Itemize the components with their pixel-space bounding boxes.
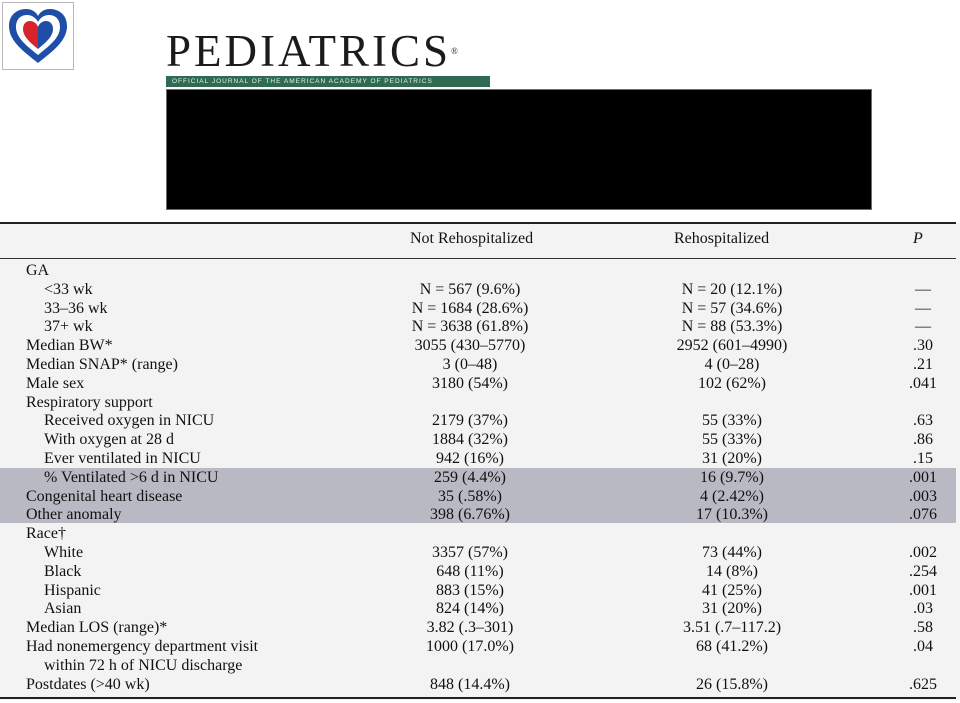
row-label: Male sex bbox=[26, 374, 85, 392]
column-header-p-value: P bbox=[913, 230, 923, 247]
p-value: .63 bbox=[913, 412, 933, 430]
rehospitalized-value: 14 (8%) bbox=[706, 562, 758, 580]
p-value: .003 bbox=[909, 487, 937, 505]
rehospitalized-value: 31 (20%) bbox=[702, 600, 762, 618]
table-row bbox=[0, 261, 960, 280]
table-row bbox=[0, 581, 960, 600]
p-value: .86 bbox=[913, 431, 933, 449]
not-rehospitalized-value: 883 (15%) bbox=[436, 581, 504, 599]
not-rehospitalized-value: 824 (14%) bbox=[436, 600, 504, 618]
row-label: White bbox=[44, 544, 84, 561]
p-value: .625 bbox=[909, 675, 937, 693]
p-value: .001 bbox=[909, 581, 937, 599]
table-row bbox=[0, 355, 960, 374]
row-label: Hispanic bbox=[44, 581, 101, 599]
journal-masthead bbox=[166, 28, 490, 87]
not-rehospitalized-value: N = 3638 (61.8%) bbox=[411, 318, 529, 336]
not-rehospitalized-value: 648 (11%) bbox=[436, 562, 504, 580]
table-row bbox=[0, 637, 960, 656]
table-header-rule bbox=[0, 258, 956, 259]
journal-tagline: OFFICIAL JOURNAL OF THE AMERICAN ACADEMY OF PEDIATRICS bbox=[166, 76, 490, 87]
row-label: within 72 h of NICU discharge bbox=[44, 656, 243, 674]
rehospitalized-value: N = 20 (12.1%) bbox=[681, 280, 783, 298]
p-value: — bbox=[915, 280, 931, 298]
column-header-not-rehospitalized: Not Rehospitalized bbox=[410, 230, 534, 247]
p-value: .58 bbox=[913, 619, 933, 637]
row-label: Median BW* bbox=[26, 337, 113, 355]
table-row bbox=[0, 505, 960, 524]
row-label: Postdates (>40 wk) bbox=[26, 675, 150, 693]
rehospitalized-value: 55 (33%) bbox=[702, 412, 762, 430]
p-value: .001 bbox=[909, 468, 937, 486]
row-label: Black bbox=[44, 562, 82, 580]
redacted-title-block bbox=[166, 89, 872, 210]
table-row bbox=[0, 468, 960, 487]
table-row bbox=[0, 675, 960, 694]
rehospitalized-value: 55 (33%) bbox=[702, 431, 762, 449]
table-row bbox=[0, 336, 960, 355]
column-header-rehospitalized: Rehospitalized bbox=[674, 230, 770, 247]
table-row bbox=[0, 599, 960, 618]
row-label: Had nonemergency department visit bbox=[26, 638, 259, 655]
not-rehospitalized-value: 1000 (17.0%) bbox=[426, 638, 514, 655]
p-value: — bbox=[915, 318, 931, 336]
row-label: Other anomaly bbox=[26, 506, 122, 524]
rehospitalized-value: 4 (2.42%) bbox=[700, 487, 764, 505]
table-row bbox=[0, 430, 960, 449]
row-label: Respiratory support bbox=[26, 393, 153, 411]
rehospitalized-value: 73 (44%) bbox=[702, 544, 762, 561]
table-row bbox=[0, 317, 960, 336]
table-row bbox=[0, 449, 960, 468]
heart-logo-icon bbox=[2, 2, 74, 70]
table-row bbox=[0, 543, 960, 562]
p-value: .04 bbox=[913, 638, 933, 655]
rehospitalized-value: 2952 (601–4990) bbox=[676, 337, 788, 355]
rehospitalized-value: 3.51 (.7–117.2) bbox=[682, 619, 782, 637]
row-label: % Ventilated >6 d in NICU bbox=[44, 468, 219, 486]
table-row bbox=[0, 562, 960, 581]
table-row bbox=[0, 487, 960, 506]
journal-name: PEDIATRICS® bbox=[166, 26, 458, 76]
row-label: Median SNAP* (range) bbox=[26, 356, 178, 373]
table-row bbox=[0, 393, 960, 412]
not-rehospitalized-value: 3055 (430–5770) bbox=[414, 337, 526, 355]
table-row bbox=[0, 299, 960, 318]
p-value: .03 bbox=[913, 600, 933, 618]
rehospitalized-value: 16 (9.7%) bbox=[700, 468, 764, 486]
p-value: — bbox=[915, 299, 931, 317]
row-label: Asian bbox=[44, 600, 82, 618]
not-rehospitalized-value: N = 567 (9.6%) bbox=[419, 280, 521, 298]
table-row bbox=[0, 280, 960, 299]
table-row bbox=[0, 618, 960, 637]
rehospitalized-value: 31 (20%) bbox=[702, 450, 762, 467]
rehospitalized-value: N = 88 (53.3%) bbox=[681, 318, 783, 336]
p-value: .15 bbox=[913, 450, 933, 467]
not-rehospitalized-value: 1884 (32%) bbox=[432, 431, 508, 449]
not-rehospitalized-value: N = 1684 (28.6%) bbox=[411, 299, 529, 317]
not-rehospitalized-value: 35 (.58%) bbox=[438, 487, 502, 505]
table-row bbox=[0, 656, 960, 675]
not-rehospitalized-value: 3 (0–48) bbox=[442, 356, 498, 373]
rehospitalized-value: 68 (41.2%) bbox=[696, 638, 768, 655]
row-label: 37+ wk bbox=[44, 318, 93, 336]
rehospitalized-value: 26 (15.8%) bbox=[696, 675, 768, 693]
table-top-rule bbox=[0, 222, 956, 224]
not-rehospitalized-value: 3180 (54%) bbox=[432, 374, 508, 392]
not-rehospitalized-value: 3.82 (.3–301) bbox=[426, 619, 514, 637]
p-value: .30 bbox=[913, 337, 933, 355]
row-label: GA bbox=[26, 262, 50, 279]
table-row bbox=[0, 374, 960, 393]
not-rehospitalized-value: 398 (6.76%) bbox=[430, 506, 510, 524]
p-value: .041 bbox=[909, 374, 937, 392]
table-row bbox=[0, 524, 960, 543]
not-rehospitalized-value: 259 (4.4%) bbox=[434, 468, 506, 486]
row-label: Ever ventilated in NICU bbox=[44, 450, 201, 467]
row-label: Received oxygen in NICU bbox=[44, 412, 215, 430]
row-label: <33 wk bbox=[44, 280, 93, 298]
rehospitalized-value: 102 (62%) bbox=[698, 374, 766, 392]
p-value: .254 bbox=[909, 562, 937, 580]
row-label: Median LOS (range)* bbox=[26, 619, 168, 637]
rehospitalized-value: 17 (10.3%) bbox=[696, 506, 768, 524]
p-value: .076 bbox=[909, 506, 937, 524]
row-label: With oxygen at 28 d bbox=[44, 431, 174, 449]
not-rehospitalized-value: 2179 (37%) bbox=[432, 412, 508, 430]
row-label: Race† bbox=[26, 525, 66, 543]
not-rehospitalized-value: 3357 (57%) bbox=[432, 544, 508, 561]
rehospitalized-value: 4 (0–28) bbox=[704, 356, 760, 373]
p-value: .002 bbox=[909, 544, 937, 561]
row-label: 33–36 wk bbox=[44, 299, 108, 317]
table-bottom-rule bbox=[0, 697, 956, 699]
rehospitalized-value: N = 57 (34.6%) bbox=[681, 299, 783, 317]
row-label: Congenital heart disease bbox=[26, 487, 183, 505]
not-rehospitalized-value: 942 (16%) bbox=[436, 450, 504, 467]
table-row bbox=[0, 411, 960, 430]
rehospitalized-value: 41 (25%) bbox=[702, 581, 762, 599]
p-value: .21 bbox=[913, 356, 933, 373]
not-rehospitalized-value: 848 (14.4%) bbox=[430, 675, 510, 693]
